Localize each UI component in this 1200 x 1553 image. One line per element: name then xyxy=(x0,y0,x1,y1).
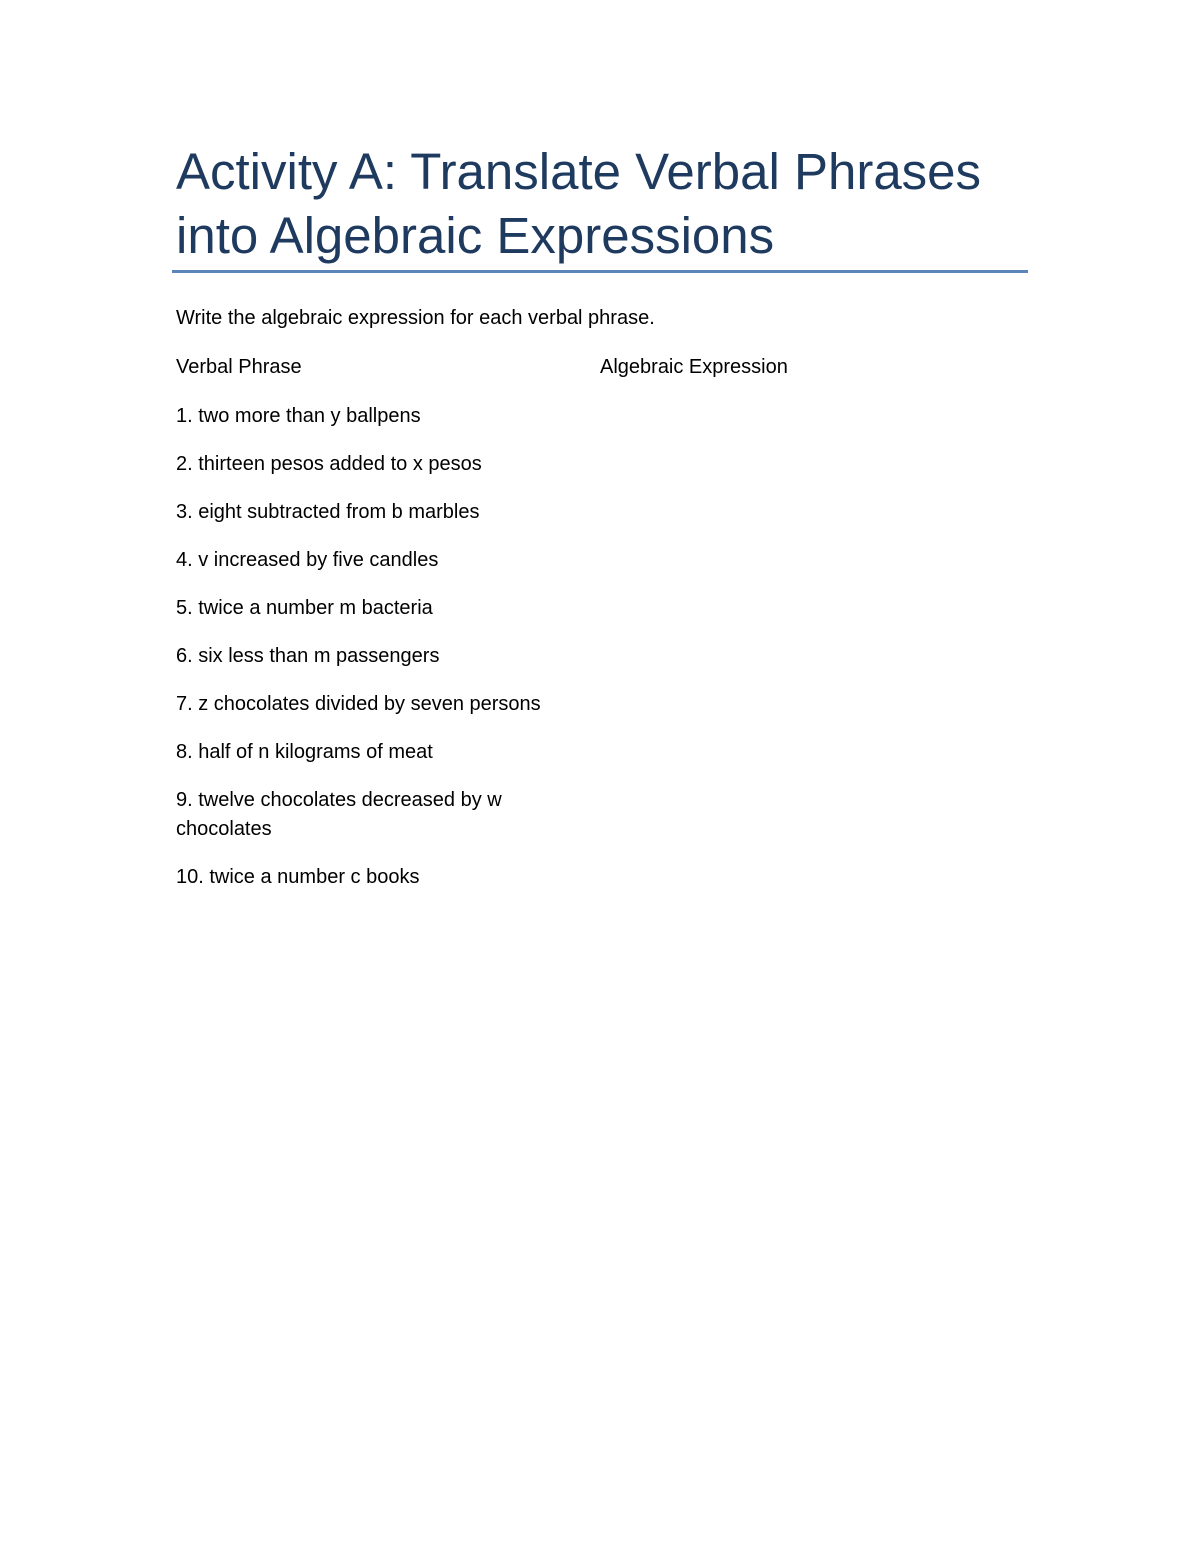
page-title xyxy=(176,140,1036,268)
column-header-verbal-phrase: Verbal Phrase xyxy=(176,356,302,378)
phrase-list xyxy=(176,402,571,911)
list-item: 4. v increased by five candles xyxy=(176,549,439,571)
list-item: 7. z chocolates divided by seven persons xyxy=(176,693,541,715)
list-item: 9. twelve chocolates decreased by w chocolates xyxy=(176,789,502,840)
title-underline xyxy=(172,270,1028,273)
instruction-text: Write the algebraic expression for each verbal phrase. xyxy=(176,307,655,329)
title-line-1: Activity A: Translate Verbal Phrases xyxy=(176,143,982,200)
list-item: 2. thirteen pesos added to x pesos xyxy=(176,453,482,475)
list-item: 1. two more than y ballpens xyxy=(176,405,421,427)
list-item: 10. twice a number c books xyxy=(176,866,420,888)
list-item: 5. twice a number m bacteria xyxy=(176,597,433,619)
list-item: 3. eight subtracted from b marbles xyxy=(176,501,480,523)
column-header-algebraic-expression: Algebraic Expression xyxy=(600,356,788,378)
list-item: 6. six less than m passengers xyxy=(176,645,440,667)
list-item: 8. half of n kilograms of meat xyxy=(176,741,433,763)
title-line-2: into Algebraic Expressions xyxy=(176,207,775,264)
